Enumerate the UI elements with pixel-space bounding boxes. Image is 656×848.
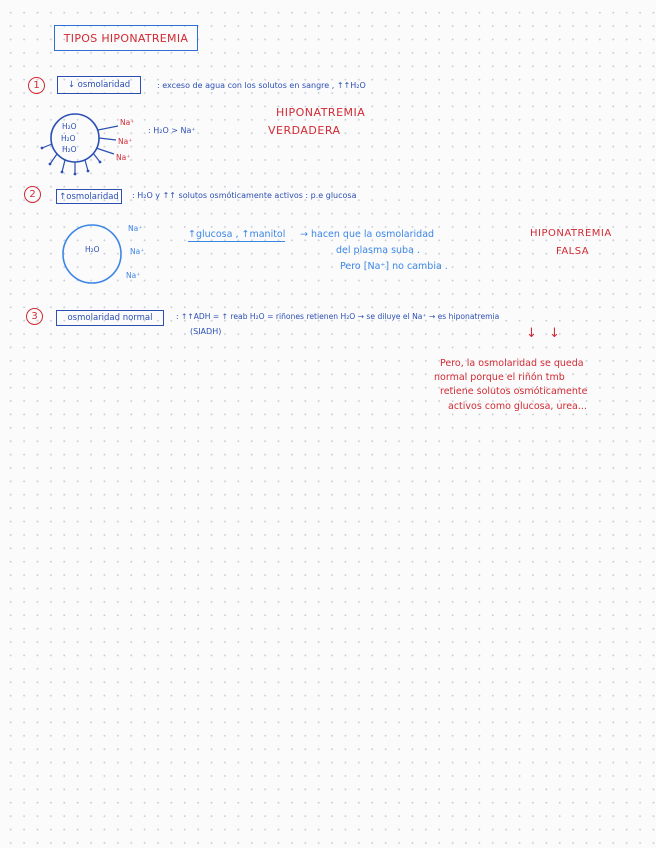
cell-membrane-2 [63, 225, 121, 283]
cell-2-outer-label: Na⁺ [128, 224, 143, 233]
page-title [54, 25, 198, 51]
section-2-effect-line-3: Pero [Na⁺] no cambia . [340, 261, 448, 272]
section-1-number: 1 [28, 77, 45, 94]
section-1-classification-line-2: VERDADERA [268, 124, 341, 137]
section-3-red-note-line-2: normal porque el riñón tmb [434, 372, 565, 383]
cell-2-inner-label: H₂O [85, 245, 100, 254]
section-2-label: ↑osmolaridad [56, 189, 122, 204]
section-2-effect-line-1: → hacen que la osmolaridad [300, 229, 435, 240]
section-2-cause: ↑glucosa , ↑manitol [188, 229, 286, 240]
section-3-red-note-line-4: activos como glucosa, urea... [448, 401, 587, 412]
cell-2-outer-label: Na⁺ [130, 247, 145, 256]
cell-1-inner-label: H₂O [62, 122, 77, 131]
section-1-description: : exceso de agua con los solutos en sangre , ↑↑H₂O [157, 81, 366, 90]
cell-diagram-1 [40, 108, 150, 178]
cell-1-inner-label: H₂O [61, 134, 76, 143]
section-3-red-note-line-3: retiene solutos osmóticamente [440, 386, 588, 397]
section-3-label: osmolaridad normal [56, 310, 164, 326]
section-2-classification-line-2: FALSA [556, 246, 590, 257]
section-3-number: 3 [26, 308, 43, 325]
cell-diagram-2 [58, 218, 158, 290]
cell-1-outer-label: Na⁺ [120, 118, 135, 127]
section-3-subnote: (SIADH) [190, 327, 222, 336]
section-1-classification-line-1: HIPONATREMIA [276, 106, 366, 119]
section-2-description: : H₂O y ↑↑ solutos osmóticamente activos : p.e glucosa [132, 191, 357, 200]
cell-2-outer-label: Na⁺ [126, 271, 141, 280]
cell-1-outer-label: Na⁺ [118, 137, 133, 146]
section-2-number: 2 [24, 186, 41, 203]
section-3-down-arrows: ↓ ↓ [526, 326, 564, 341]
page-title-text: TIPOS HIPONATREMIA [63, 31, 189, 45]
cell-1-outer-label: Na⁺ [116, 153, 131, 162]
cell-1-inner-label: H₂O [62, 145, 77, 154]
section-3-description: : ↑↑ADH = ↑ reab H₂O = riñones retienen H₂O → se diluye el Na⁺ → es hiponatremia [176, 312, 500, 321]
section-2-classification-line-1: HIPONATREMIA [530, 228, 612, 239]
section-3-red-note-line-1: Pero, la osmolaridad se queda [440, 358, 584, 369]
section-1-relation: : H₂O > Na⁺ [148, 126, 196, 135]
section-1-label: ↓ osmolaridad [57, 76, 141, 94]
section-2-effect-line-2: del plasma suba . [336, 245, 420, 256]
